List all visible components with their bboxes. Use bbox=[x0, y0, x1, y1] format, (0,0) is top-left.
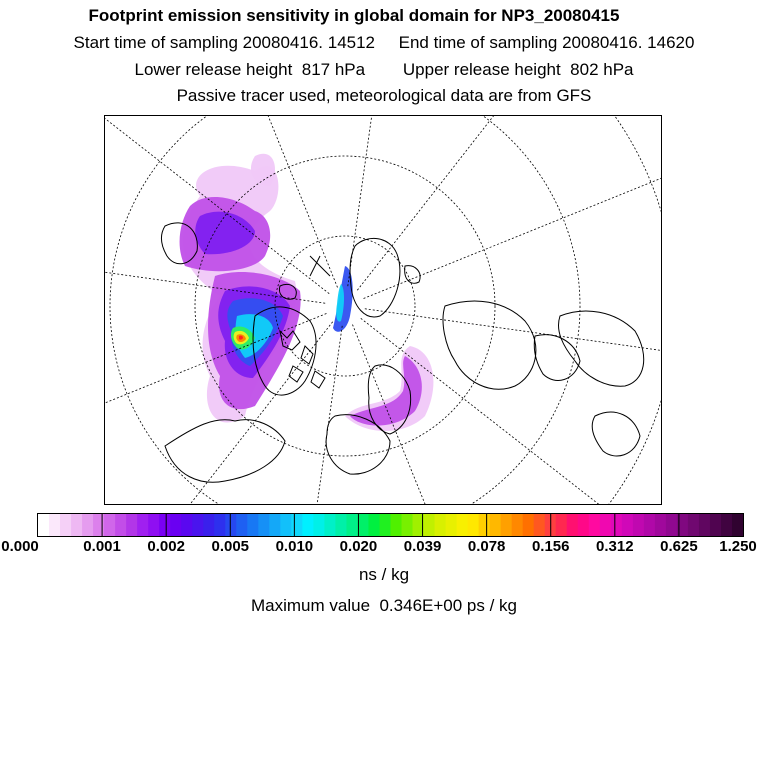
colorbar-swatch bbox=[82, 514, 94, 536]
colorbar-tick-label: 0.625 bbox=[660, 538, 698, 555]
meridian-line bbox=[357, 116, 662, 290]
colorbar-swatch bbox=[60, 514, 72, 536]
colorbar-swatch bbox=[368, 514, 380, 536]
colorbar-swatch bbox=[137, 514, 149, 536]
coastline-greenland bbox=[350, 238, 400, 317]
emission-sensitivity-field bbox=[180, 154, 434, 431]
colorbar-swatch bbox=[357, 514, 369, 536]
colorbar-tick-label: 0.312 bbox=[596, 538, 634, 555]
colorbar-tick-label: 0.020 bbox=[339, 538, 378, 555]
colorbar-swatches bbox=[38, 514, 743, 536]
colorbar-swatch bbox=[269, 514, 281, 536]
colorbar-swatch bbox=[335, 514, 347, 536]
colorbar-swatch bbox=[391, 514, 403, 536]
coastline-north-america bbox=[165, 420, 285, 483]
colorbar-swatch bbox=[479, 514, 491, 536]
colorbar-swatch bbox=[732, 514, 743, 536]
colorbar-swatch bbox=[225, 514, 237, 536]
sampling-time-line: Start time of sampling 20080416. 14512 End time of sampling 20080416. 14620 bbox=[73, 33, 695, 52]
colorbar-swatch bbox=[379, 514, 391, 536]
colorbar-tick-label: 0.001 bbox=[83, 538, 121, 555]
colorbar-swatch bbox=[236, 514, 248, 536]
colorbar-swatch bbox=[49, 514, 61, 536]
colorbar-swatch bbox=[666, 514, 678, 536]
colorbar-swatch bbox=[633, 514, 645, 536]
colorbar-swatch bbox=[192, 514, 204, 536]
meridian-line bbox=[364, 116, 662, 299]
colorbar-swatch bbox=[468, 514, 480, 536]
map-panel bbox=[104, 115, 662, 505]
colorbar-swatch bbox=[159, 514, 171, 536]
colorbar-swatch bbox=[501, 514, 513, 536]
colorbar-tick-label: 0.039 bbox=[403, 538, 442, 555]
colorbar-swatch bbox=[578, 514, 590, 536]
colorbar-tick-label: 0.005 bbox=[211, 538, 250, 555]
colorbar-swatch bbox=[258, 514, 270, 536]
colorbar-tick-label: 0.078 bbox=[467, 538, 506, 555]
colorbar-swatch bbox=[148, 514, 160, 536]
colorbar-swatch bbox=[170, 514, 182, 536]
colorbar-swatch bbox=[302, 514, 314, 536]
colorbar-swatch bbox=[710, 514, 722, 536]
colorbar-swatch bbox=[126, 514, 138, 536]
coastline-siberia bbox=[443, 301, 580, 389]
colorbar-swatch bbox=[699, 514, 711, 536]
colorbar-swatch bbox=[512, 514, 524, 536]
colorbar-swatch bbox=[721, 514, 733, 536]
maximum-value-label: Maximum value 0.346E+00 ps / kg bbox=[251, 596, 517, 615]
colorbar-swatch bbox=[589, 514, 601, 536]
colorbar-swatch bbox=[424, 514, 436, 536]
colorbar-swatch bbox=[655, 514, 667, 536]
colorbar-swatch bbox=[291, 514, 303, 536]
flight-track bbox=[310, 256, 330, 276]
colorbar-tick-label: 0.010 bbox=[275, 538, 314, 555]
colorbar-swatch bbox=[457, 514, 469, 536]
units-label: ns / kg bbox=[358, 565, 410, 584]
colorbar-swatch bbox=[115, 514, 127, 536]
colorbar-swatch bbox=[490, 514, 502, 536]
colorbar-swatch bbox=[181, 514, 193, 536]
colorbar-swatch bbox=[688, 514, 700, 536]
release-height-line: Lower release height 817 hPa Upper release height 802 hPa bbox=[134, 60, 634, 79]
colorbar-swatch bbox=[534, 514, 546, 536]
colorbar-swatch bbox=[93, 514, 105, 536]
colorbar bbox=[37, 513, 744, 537]
polar-map bbox=[105, 116, 662, 505]
colorbar-swatch bbox=[611, 514, 623, 536]
colorbar-swatch bbox=[600, 514, 612, 536]
colorbar-swatch bbox=[313, 514, 325, 536]
graticule bbox=[105, 116, 662, 505]
colorbar-swatch bbox=[104, 514, 116, 536]
colorbar-swatch bbox=[346, 514, 358, 536]
colorbar-swatch bbox=[247, 514, 259, 536]
colorbar-swatch bbox=[324, 514, 336, 536]
coastline-svalbard bbox=[405, 266, 420, 284]
colorbar-swatch bbox=[71, 514, 83, 536]
map-title: Footprint emission sensitivity in global domain for NP3_20080415 bbox=[88, 6, 620, 25]
colorbar-swatch bbox=[435, 514, 447, 536]
colorbar-swatch bbox=[446, 514, 458, 536]
coastline-east-asia bbox=[558, 311, 643, 456]
meridian-line bbox=[348, 116, 443, 286]
tracer-info-line: Passive tracer used, meteorological data are from GFS bbox=[176, 86, 592, 105]
colorbar-swatch bbox=[38, 514, 50, 536]
colorbar-tick-label: 0.000 bbox=[1, 538, 39, 555]
colorbar-tick-label: 1.250 bbox=[719, 538, 757, 555]
colorbar-swatch bbox=[280, 514, 292, 536]
colorbar-tick-label: 0.002 bbox=[147, 538, 185, 555]
colorbar-swatch bbox=[402, 514, 414, 536]
lat-circle-50 bbox=[105, 116, 662, 505]
colorbar-swatch bbox=[523, 514, 535, 536]
colorbar-swatch bbox=[203, 514, 215, 536]
colorbar-swatch bbox=[556, 514, 568, 536]
flight-track bbox=[310, 256, 320, 276]
colorbar-swatch bbox=[622, 514, 634, 536]
colorbar-tick-label: 0.156 bbox=[531, 538, 570, 555]
colorbar-swatch bbox=[567, 514, 579, 536]
colorbar-swatch bbox=[214, 514, 226, 536]
colorbar-swatch bbox=[644, 514, 656, 536]
